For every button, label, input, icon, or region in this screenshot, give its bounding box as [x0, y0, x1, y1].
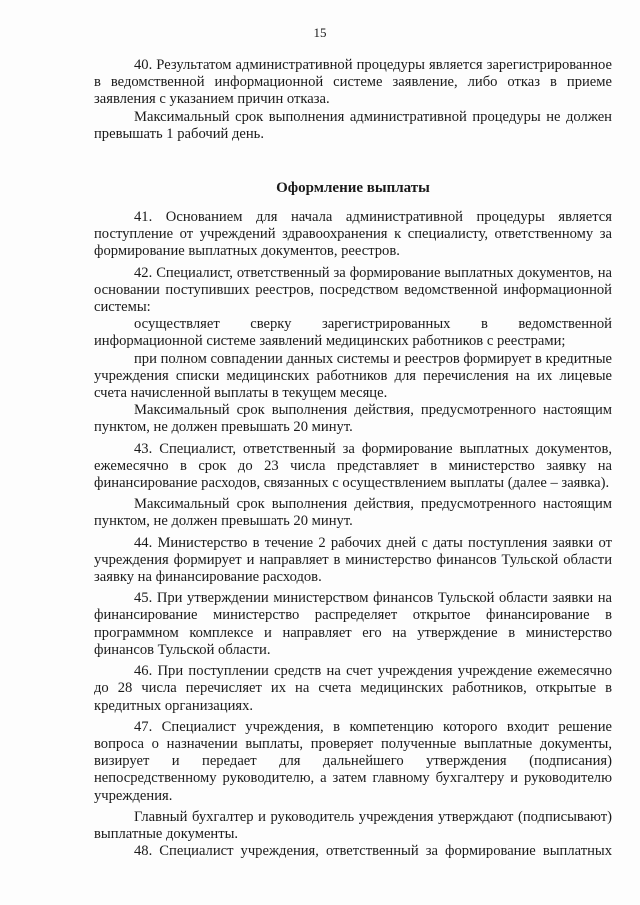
paragraph-48: 48. Специалист учреждения, ответственный за формирование выплатных [134, 843, 612, 860]
paragraph-47: 47. Специалист учреждения, в компетенцию которого входит решение вопроса о назначении выплаты, проверяет полученные выплатные документы, визирует и передает для дальнейшего утверждения (подписания) непосредственному руководителю, а затем главному бухгалтеру и руководителю учреждения. [94, 718, 612, 804]
paragraph-44: 44. Министерство в течение 2 рабочих дней с даты поступления заявки от учреждения формирует и направляет в министерство финансов Тульской области заявку на финансирование расходов. [94, 534, 612, 586]
paragraph-42-item-2: при полном совпадении данных системы и реестров формирует в кредитные учреждения списки медицинских работников для перечисления на их лицевые счета начисленной выплаты в текущем месяце. [94, 350, 612, 402]
paragraph-42-item-1: осуществляет сверку зарегистрированных в ведомственной информационной системе заявлений медицинских работников с реестрами; [94, 316, 612, 350]
paragraph-41: 41. Основанием для начала административной процедуры является поступление от учреждений здравоохранения к специалисту, ответственному за формирование выплатных документов, реестров. [94, 209, 612, 260]
paragraph-46: 46. При поступлении средств на счет учреждения учреждение ежемесячно до 28 числа перечисляет их на счета медицинских работников, открытые в кредитных организациях. [94, 663, 612, 714]
document-body [94, 57, 612, 860]
paragraph-40: 40. Результатом административной процедуры является зарегистрированное в ведомственной информационной системе заявление, либо отказ в приеме заявления с указанием причин отказа. [94, 57, 612, 108]
paragraph-43: 43. Специалист, ответственный за формирование выплатных документов, ежемесячно в срок до 23 числа представляет в министерство заявку на финансирование расходов, связанных с осуществлением выплаты (далее – заявка). [94, 440, 612, 492]
paragraph-43-deadline: Максимальный срок выполнения действия, предусмотренного настоящим пунктом, не должен превышать 20 минут. [94, 496, 612, 530]
paragraph-45: 45. При утверждении министерством финансов Тульской области заявки на финансирование министерство распределяет открытое финансирование в программном комплексе и направляет его на утверждение в министерство финансов Тульской области. [94, 590, 612, 658]
paragraph-42: 42. Специалист, ответственный за формирование выплатных документов, на основании поступивших реестров, посредством ведомственной информационной системы: [94, 264, 612, 316]
paragraph-47-approval: Главный бухгалтер и руководитель учреждения утверждают (подписывают) выплатные документы. [94, 808, 612, 842]
page-number: 15 [313, 25, 327, 40]
section-heading: Оформление выплаты [276, 180, 430, 197]
paragraph-40-deadline: Максимальный срок выполнения административной процедуры не должен превышать 1 рабочий день. [94, 108, 612, 142]
paragraph-42-deadline: Максимальный срок выполнения действия, предусмотренного настоящим пунктом, не должен превышать 20 минут. [94, 402, 612, 436]
